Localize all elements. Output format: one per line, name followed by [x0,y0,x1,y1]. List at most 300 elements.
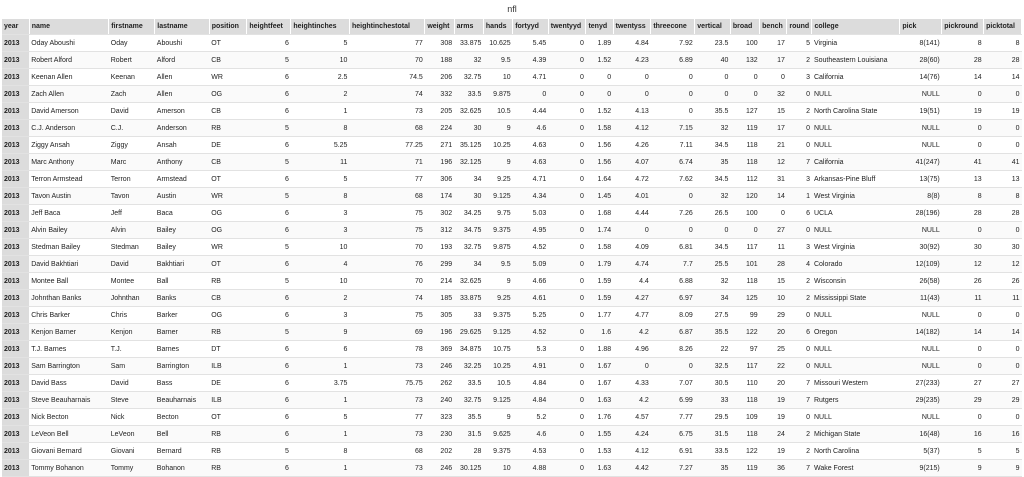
cell-hands[interactable]: 10.5 [483,375,512,392]
cell-firstname[interactable]: Zach [109,86,155,103]
cell-college[interactable]: Wisconsin [812,273,900,290]
cell-heightfeet[interactable]: 6 [247,256,291,273]
cell-name[interactable]: Chris Barker [29,307,109,324]
cell-name[interactable]: Steve Beauharnais [29,392,109,409]
cell-pickround[interactable]: 5 [942,443,984,460]
cell-round[interactable]: 0 [787,358,812,375]
cell-twentyss[interactable]: 0 [613,222,651,239]
cell-broad[interactable]: 110 [730,375,759,392]
cell-vertical[interactable]: 30.5 [695,375,731,392]
cell-year[interactable]: 2013 [2,256,29,273]
cell-pickround[interactable]: 11 [942,290,984,307]
cell-bench[interactable]: 14 [760,188,787,205]
cell-firstname[interactable]: Chris [109,307,155,324]
cell-vertical[interactable]: 31.5 [695,426,731,443]
cell-threecone[interactable]: 7.26 [651,205,695,222]
cell-threecone[interactable]: 7.27 [651,460,695,477]
cell-broad[interactable]: 120 [730,188,759,205]
cell-twentyss[interactable]: 4.09 [613,239,651,256]
cell-lastname[interactable]: Barrington [155,358,209,375]
cell-year[interactable]: 2013 [2,103,29,120]
cell-twentyss[interactable]: 4.72 [613,171,651,188]
cell-twentyss[interactable]: 4.12 [613,443,651,460]
cell-threecone[interactable]: 0 [651,69,695,86]
cell-firstname[interactable]: Alvin [109,222,155,239]
cell-picktotal[interactable]: 8 [984,35,1022,52]
cell-lastname[interactable]: Anderson [155,120,209,137]
cell-picktotal[interactable]: 28 [984,205,1022,222]
cell-vertical[interactable]: 27.5 [695,307,731,324]
cell-heightfeet[interactable]: 5 [247,443,291,460]
cell-firstname[interactable]: Tommy [109,460,155,477]
cell-round[interactable]: 5 [787,35,812,52]
cell-heightfeet[interactable]: 6 [247,307,291,324]
cell-broad[interactable]: 100 [730,35,759,52]
cell-lastname[interactable]: Amerson [155,103,209,120]
cell-twentyss[interactable]: 4.42 [613,460,651,477]
cell-picktotal[interactable]: 29 [984,392,1022,409]
cell-year[interactable]: 2013 [2,341,29,358]
cell-heightfeet[interactable]: 6 [247,103,291,120]
cell-year[interactable]: 2013 [2,69,29,86]
cell-twentyyd[interactable]: 0 [548,273,586,290]
cell-heightinches[interactable]: 4 [291,256,350,273]
cell-lastname[interactable]: Becton [155,409,209,426]
cell-firstname[interactable]: LeVeon [109,426,155,443]
cell-college[interactable]: North Carolina [812,443,900,460]
cell-lastname[interactable]: Banks [155,290,209,307]
cell-round[interactable]: 1 [787,188,812,205]
cell-hands[interactable]: 9.125 [483,188,512,205]
cell-fortyyd[interactable]: 4.44 [513,103,549,120]
cell-broad[interactable]: 122 [730,324,759,341]
cell-weight[interactable]: 185 [425,290,454,307]
cell-position[interactable]: DT [209,341,247,358]
cell-broad[interactable]: 100 [730,205,759,222]
cell-twentyyd[interactable]: 0 [548,409,586,426]
cell-arms[interactable]: 32.125 [454,154,483,171]
cell-college[interactable]: Missouri Western [812,375,900,392]
cell-heightfeet[interactable]: 6 [247,375,291,392]
cell-name[interactable]: Marc Anthony [29,154,109,171]
cell-pick[interactable]: 11(43) [900,290,942,307]
cell-weight[interactable]: 323 [425,409,454,426]
cell-tenyd[interactable]: 1.68 [586,205,613,222]
cell-threecone[interactable]: 0 [651,103,695,120]
cell-bench[interactable]: 10 [760,290,787,307]
cell-vertical[interactable]: 32 [695,273,731,290]
cell-heightfeet[interactable]: 6 [247,460,291,477]
cell-picktotal[interactable]: 30 [984,239,1022,256]
cell-pick[interactable]: 12(109) [900,256,942,273]
cell-fortyyd[interactable]: 5.25 [513,307,549,324]
cell-threecone[interactable]: 6.88 [651,273,695,290]
cell-heightinches[interactable]: 5 [291,171,350,188]
cell-picktotal[interactable]: 0 [984,358,1022,375]
cell-fortyyd[interactable]: 4.71 [513,171,549,188]
column-header-bench[interactable]: bench [760,19,787,35]
cell-fortyyd[interactable]: 0 [513,86,549,103]
cell-position[interactable]: OG [209,222,247,239]
cell-year[interactable]: 2013 [2,358,29,375]
cell-weight[interactable]: 306 [425,171,454,188]
cell-name[interactable]: Oday Aboushi [29,35,109,52]
cell-heightfeet[interactable]: 5 [247,188,291,205]
cell-vertical[interactable]: 25.5 [695,256,731,273]
cell-heightinches[interactable]: 9 [291,324,350,341]
column-header-vertical[interactable]: vertical [695,19,731,35]
cell-broad[interactable]: 118 [730,426,759,443]
cell-twentyss[interactable]: 4.84 [613,35,651,52]
cell-broad[interactable]: 119 [730,120,759,137]
cell-year[interactable]: 2013 [2,137,29,154]
cell-heightinchestotal[interactable]: 73 [349,460,424,477]
cell-hands[interactable]: 9.25 [483,171,512,188]
cell-lastname[interactable]: Anthony [155,154,209,171]
column-header-fortyyd[interactable]: fortyyd [513,19,549,35]
cell-tenyd[interactable]: 1.58 [586,120,613,137]
cell-heightinchestotal[interactable]: 70 [349,239,424,256]
cell-fortyyd[interactable]: 5.03 [513,205,549,222]
cell-picktotal[interactable]: 13 [984,171,1022,188]
column-header-picktotal[interactable]: picktotal [984,19,1022,35]
cell-vertical[interactable]: 32 [695,120,731,137]
cell-bench[interactable]: 32 [760,86,787,103]
cell-hands[interactable]: 9.875 [483,239,512,256]
cell-vertical[interactable]: 23.5 [695,35,731,52]
cell-year[interactable]: 2013 [2,205,29,222]
cell-twentyyd[interactable]: 0 [548,137,586,154]
cell-fortyyd[interactable]: 4.39 [513,52,549,69]
cell-pickround[interactable]: 0 [942,222,984,239]
cell-college[interactable]: West Virginia [812,188,900,205]
column-header-pick[interactable]: pick [900,19,942,35]
cell-heightinchestotal[interactable]: 68 [349,443,424,460]
column-header-tenyd[interactable]: tenyd [586,19,613,35]
cell-tenyd[interactable]: 1.63 [586,460,613,477]
cell-twentyyd[interactable]: 0 [548,307,586,324]
cell-round[interactable]: 4 [787,256,812,273]
cell-round[interactable]: 3 [787,171,812,188]
cell-name[interactable]: Kenjon Barner [29,324,109,341]
cell-threecone[interactable]: 7.11 [651,137,695,154]
cell-firstname[interactable]: Stedman [109,239,155,256]
cell-tenyd[interactable]: 1.56 [586,137,613,154]
cell-name[interactable]: Alvin Bailey [29,222,109,239]
cell-hands[interactable]: 9.125 [483,392,512,409]
cell-name[interactable]: T.J. Barnes [29,341,109,358]
cell-round[interactable]: 6 [787,324,812,341]
cell-pick[interactable]: NULL [900,137,942,154]
cell-college[interactable]: NULL [812,341,900,358]
cell-arms[interactable]: 33.875 [454,35,483,52]
cell-vertical[interactable]: 32.5 [695,358,731,375]
cell-pickround[interactable]: 0 [942,307,984,324]
cell-bench[interactable]: 29 [760,307,787,324]
cell-broad[interactable]: 118 [730,154,759,171]
cell-heightinchestotal[interactable]: 77.25 [349,137,424,154]
cell-name[interactable]: Keenan Allen [29,69,109,86]
column-header-round[interactable]: round [787,19,812,35]
cell-picktotal[interactable]: 0 [984,307,1022,324]
cell-round[interactable]: 0 [787,137,812,154]
cell-college[interactable]: NULL [812,120,900,137]
cell-twentyyd[interactable]: 0 [548,69,586,86]
cell-arms[interactable]: 34.875 [454,341,483,358]
cell-twentyss[interactable]: 4.12 [613,120,651,137]
cell-picktotal[interactable]: 14 [984,69,1022,86]
cell-vertical[interactable]: 35 [695,460,731,477]
cell-college[interactable]: NULL [812,86,900,103]
cell-name[interactable]: LeVeon Bell [29,426,109,443]
cell-picktotal[interactable]: 12 [984,256,1022,273]
cell-heightinchestotal[interactable]: 75 [349,205,424,222]
cell-bench[interactable]: 21 [760,137,787,154]
cell-heightfeet[interactable]: 5 [247,273,291,290]
cell-pick[interactable]: 13(75) [900,171,942,188]
cell-broad[interactable]: 0 [730,222,759,239]
cell-broad[interactable]: 112 [730,171,759,188]
cell-bench[interactable]: 36 [760,460,787,477]
cell-picktotal[interactable]: 28 [984,52,1022,69]
cell-pickround[interactable]: 29 [942,392,984,409]
column-header-broad[interactable]: broad [730,19,759,35]
cell-pick[interactable]: NULL [900,222,942,239]
cell-tenyd[interactable]: 1.74 [586,222,613,239]
cell-tenyd[interactable]: 1.77 [586,307,613,324]
cell-broad[interactable]: 109 [730,409,759,426]
cell-heightinches[interactable]: 1 [291,426,350,443]
cell-vertical[interactable]: 0 [695,86,731,103]
cell-weight[interactable]: 174 [425,188,454,205]
cell-lastname[interactable]: Ansah [155,137,209,154]
cell-position[interactable]: OG [209,205,247,222]
cell-pick[interactable]: 16(48) [900,426,942,443]
cell-heightinchestotal[interactable]: 71 [349,154,424,171]
cell-vertical[interactable]: 40 [695,52,731,69]
cell-threecone[interactable]: 8.09 [651,307,695,324]
cell-heightinches[interactable]: 10 [291,239,350,256]
cell-position[interactable]: CB [209,52,247,69]
cell-college[interactable]: Arkansas-Pine Bluff [812,171,900,188]
cell-weight[interactable]: 312 [425,222,454,239]
cell-twentyyd[interactable]: 0 [548,35,586,52]
cell-heightinchestotal[interactable]: 75 [349,222,424,239]
column-header-college[interactable]: college [812,19,900,35]
cell-vertical[interactable]: 35 [695,154,731,171]
cell-tenyd[interactable]: 1.59 [586,290,613,307]
cell-heightfeet[interactable]: 6 [247,392,291,409]
cell-firstname[interactable]: Kenjon [109,324,155,341]
cell-year[interactable]: 2013 [2,426,29,443]
cell-heightinches[interactable]: 5 [291,409,350,426]
cell-heightinchestotal[interactable]: 74 [349,290,424,307]
cell-pickround[interactable]: 28 [942,205,984,222]
cell-year[interactable]: 2013 [2,86,29,103]
cell-tenyd[interactable]: 1.56 [586,154,613,171]
cell-bench[interactable]: 20 [760,375,787,392]
cell-twentyyd[interactable]: 0 [548,205,586,222]
cell-pick[interactable]: 30(92) [900,239,942,256]
cell-college[interactable]: NULL [812,409,900,426]
cell-heightinches[interactable]: 3 [291,205,350,222]
cell-tenyd[interactable]: 1.63 [586,392,613,409]
cell-pick[interactable]: 8(141) [900,35,942,52]
cell-firstname[interactable]: Steve [109,392,155,409]
cell-tenyd[interactable]: 1.79 [586,256,613,273]
cell-pickround[interactable]: 12 [942,256,984,273]
cell-name[interactable]: Tommy Bohanon [29,460,109,477]
cell-fortyyd[interactable]: 4.84 [513,392,549,409]
cell-weight[interactable]: 196 [425,154,454,171]
cell-year[interactable]: 2013 [2,307,29,324]
cell-heightinches[interactable]: 2 [291,290,350,307]
cell-firstname[interactable]: Montee [109,273,155,290]
cell-hands[interactable]: 10.75 [483,341,512,358]
cell-pick[interactable]: NULL [900,341,942,358]
cell-pick[interactable]: 9(215) [900,460,942,477]
column-header-heightfeet[interactable]: heightfeet [247,19,291,35]
cell-fortyyd[interactable]: 4.66 [513,273,549,290]
cell-name[interactable]: Jeff Baca [29,205,109,222]
cell-tenyd[interactable]: 1.67 [586,358,613,375]
cell-bench[interactable]: 12 [760,154,787,171]
cell-fortyyd[interactable]: 4.53 [513,443,549,460]
cell-firstname[interactable]: David [109,103,155,120]
cell-threecone[interactable]: 0 [651,188,695,205]
cell-pickround[interactable]: 8 [942,35,984,52]
cell-fortyyd[interactable]: 4.6 [513,120,549,137]
cell-round[interactable]: 2 [787,52,812,69]
cell-twentyss[interactable]: 4.44 [613,205,651,222]
cell-position[interactable]: OT [209,171,247,188]
cell-heightinchestotal[interactable]: 74 [349,86,424,103]
cell-arms[interactable]: 33.875 [454,290,483,307]
cell-hands[interactable]: 10.625 [483,35,512,52]
cell-round[interactable]: 0 [787,86,812,103]
cell-twentyss[interactable]: 4.33 [613,375,651,392]
cell-year[interactable]: 2013 [2,52,29,69]
cell-picktotal[interactable]: 27 [984,375,1022,392]
cell-threecone[interactable]: 6.74 [651,154,695,171]
cell-college[interactable]: California [812,69,900,86]
cell-twentyyd[interactable]: 0 [548,426,586,443]
cell-fortyyd[interactable]: 4.84 [513,375,549,392]
cell-college[interactable]: Southeastern Louisiana [812,52,900,69]
cell-threecone[interactable]: 6.87 [651,324,695,341]
cell-pickround[interactable]: 41 [942,154,984,171]
cell-fortyyd[interactable]: 4.71 [513,69,549,86]
cell-bench[interactable]: 17 [760,52,787,69]
cell-heightinches[interactable]: 1 [291,103,350,120]
cell-picktotal[interactable]: 0 [984,120,1022,137]
cell-tenyd[interactable]: 1.76 [586,409,613,426]
cell-heightinches[interactable]: 5 [291,35,350,52]
cell-heightinches[interactable]: 5.25 [291,137,350,154]
cell-twentyyd[interactable]: 0 [548,52,586,69]
cell-pick[interactable]: 19(51) [900,103,942,120]
cell-pick[interactable]: NULL [900,86,942,103]
cell-position[interactable]: CB [209,290,247,307]
cell-twentyss[interactable]: 4.2 [613,392,651,409]
cell-lastname[interactable]: Allen [155,69,209,86]
cell-tenyd[interactable]: 1.64 [586,171,613,188]
cell-twentyyd[interactable]: 0 [548,256,586,273]
cell-round[interactable]: 0 [787,409,812,426]
cell-heightinches[interactable]: 3 [291,307,350,324]
cell-tenyd[interactable]: 1.45 [586,188,613,205]
cell-year[interactable]: 2013 [2,375,29,392]
cell-heightinches[interactable]: 8 [291,188,350,205]
cell-year[interactable]: 2013 [2,460,29,477]
cell-college[interactable]: UCLA [812,205,900,222]
cell-position[interactable]: OT [209,256,247,273]
cell-weight[interactable]: 188 [425,52,454,69]
cell-threecone[interactable]: 6.81 [651,239,695,256]
cell-picktotal[interactable]: 11 [984,290,1022,307]
cell-twentyss[interactable]: 4.74 [613,256,651,273]
cell-bench[interactable]: 20 [760,324,787,341]
cell-firstname[interactable]: Jeff [109,205,155,222]
cell-twentyyd[interactable]: 0 [548,120,586,137]
cell-pick[interactable]: 5(37) [900,443,942,460]
cell-heightfeet[interactable]: 6 [247,426,291,443]
cell-lastname[interactable]: Alford [155,52,209,69]
cell-broad[interactable]: 127 [730,103,759,120]
cell-firstname[interactable]: Nick [109,409,155,426]
cell-heightfeet[interactable]: 5 [247,154,291,171]
cell-weight[interactable]: 302 [425,205,454,222]
cell-broad[interactable]: 0 [730,69,759,86]
cell-weight[interactable]: 224 [425,120,454,137]
cell-year[interactable]: 2013 [2,120,29,137]
column-header-hands[interactable]: hands [483,19,512,35]
cell-round[interactable]: 2 [787,290,812,307]
cell-hands[interactable]: 10.25 [483,137,512,154]
cell-twentyss[interactable]: 4.27 [613,290,651,307]
cell-round[interactable]: 7 [787,154,812,171]
cell-arms[interactable]: 34 [454,256,483,273]
cell-pickround[interactable]: 30 [942,239,984,256]
cell-twentyyd[interactable]: 0 [548,341,586,358]
cell-heightinchestotal[interactable]: 77 [349,35,424,52]
cell-pick[interactable]: 29(235) [900,392,942,409]
cell-arms[interactable]: 32.625 [454,103,483,120]
cell-heightinchestotal[interactable]: 73 [349,426,424,443]
cell-twentyss[interactable]: 4.57 [613,409,651,426]
cell-vertical[interactable]: 0 [695,69,731,86]
cell-pick[interactable]: 28(60) [900,52,942,69]
cell-arms[interactable]: 33.5 [454,375,483,392]
cell-bench[interactable]: 15 [760,273,787,290]
cell-arms[interactable]: 32.75 [454,69,483,86]
cell-vertical[interactable]: 33 [695,392,731,409]
cell-picktotal[interactable]: 9 [984,460,1022,477]
cell-bench[interactable]: 17 [760,35,787,52]
cell-position[interactable]: OT [209,409,247,426]
column-header-firstname[interactable]: firstname [109,19,155,35]
cell-hands[interactable]: 9.5 [483,256,512,273]
cell-bench[interactable]: 11 [760,239,787,256]
cell-heightinchestotal[interactable]: 68 [349,120,424,137]
cell-firstname[interactable]: C.J. [109,120,155,137]
cell-pick[interactable]: 28(196) [900,205,942,222]
cell-college[interactable]: Colorado [812,256,900,273]
cell-arms[interactable]: 33.5 [454,86,483,103]
cell-pickround[interactable]: 16 [942,426,984,443]
cell-year[interactable]: 2013 [2,324,29,341]
cell-firstname[interactable]: Robert [109,52,155,69]
